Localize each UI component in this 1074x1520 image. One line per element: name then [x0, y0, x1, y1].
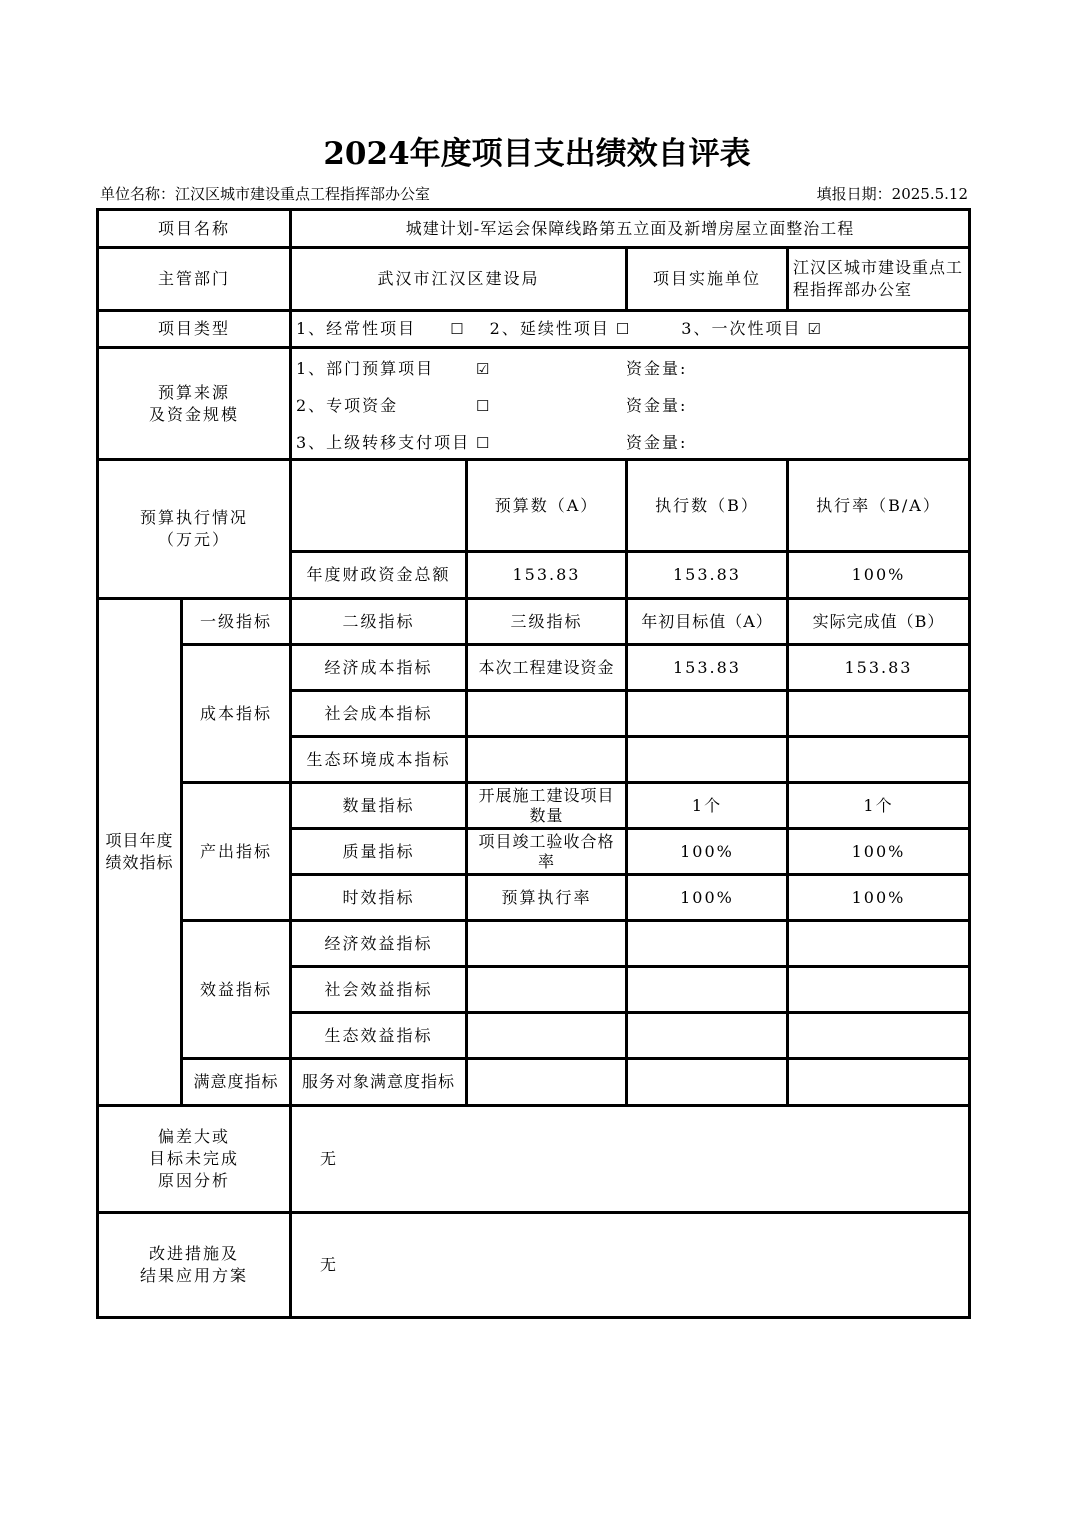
benefit-indicator-label: 效益指标: [199, 979, 272, 999]
project-name-label: 项目名称: [157, 218, 230, 238]
checkbox-icon[interactable]: ☐: [450, 320, 464, 338]
impl-unit-line2: 程指挥部办公室: [793, 280, 913, 299]
performance-table: [96, 208, 971, 1320]
level3-cell: [468, 738, 625, 781]
level2-cell: 质量指标: [342, 841, 415, 861]
rule: [968, 208, 971, 1319]
satisfaction-indicator-label: 满意度指标: [193, 1072, 279, 1091]
level3-cell: [468, 1060, 625, 1104]
budget-source-item: [292, 430, 968, 456]
level3-cell: 项目竣工验收合格率: [478, 831, 615, 871]
unit-name: 单位名称：江汉区城市建设重点工程指挥部办公室: [100, 185, 431, 203]
type-option-3: 3、一次性项目: [681, 319, 802, 338]
type-label: 项目类型: [157, 319, 230, 338]
deviation-value: 无: [320, 1149, 339, 1168]
improvement-label-line2: 结果应用方案: [139, 1266, 248, 1285]
col-budget-header: 预算数（A）: [494, 495, 599, 515]
deviation-label-line1: 偏差大或: [157, 1127, 230, 1146]
indicators-group-line2: 绩效指标: [105, 853, 174, 872]
col-rate-header: 执行率（B/A）: [816, 495, 941, 515]
target-cell: 1个: [691, 795, 723, 815]
checkbox-icon[interactable]: ☐: [476, 397, 490, 415]
target-cell: [628, 1014, 786, 1057]
indicators-group-line1: 项目年度: [105, 831, 174, 850]
level3-cell: [468, 968, 625, 1011]
dept-value: 武汉市江汉区建设局: [377, 269, 540, 288]
target-cell: [628, 692, 786, 735]
col-executed-header: 执行数（B）: [655, 495, 759, 515]
budget-source-item: [292, 393, 968, 419]
level2-cell: 数量指标: [342, 795, 415, 815]
level2-cell: 生态效益指标: [324, 1025, 433, 1045]
checked-checkbox-icon[interactable]: ☑: [807, 320, 821, 338]
level2-header: 二级指标: [342, 611, 415, 631]
level3-cell: 开展施工建设项目数量: [478, 785, 615, 825]
type-option-1: 1、经常性项目: [296, 319, 417, 338]
level2-cell: 经济效益指标: [324, 933, 433, 953]
fund-amount-label: 资金量:: [626, 433, 688, 452]
fund-amount-label: 资金量:: [626, 359, 688, 378]
improvement-label-line1: 改进措施及: [148, 1244, 239, 1263]
fill-date: 填报日期：2025.5.12: [816, 185, 968, 203]
level2-cell: 服务对象满意度指标: [301, 1072, 455, 1091]
target-header: 年初目标值（A）: [641, 611, 773, 631]
improvement-label: [99, 1214, 289, 1316]
fund-amount-label: 资金量:: [626, 396, 688, 415]
budget-source-label-line2: 及资金规模: [148, 404, 239, 424]
level2-cell: 经济成本指标: [324, 657, 433, 677]
level2-cell: 时效指标: [342, 887, 415, 907]
page-title: 2024年度项目支出绩效自评表: [323, 136, 751, 172]
actual-cell: [789, 922, 968, 965]
type-options: [292, 312, 968, 346]
budget-amount: 153.83: [512, 565, 581, 584]
level3-cell: 预算执行率: [501, 887, 592, 907]
level2-cell: 社会效益指标: [324, 979, 433, 999]
budget-source-name: 3、上级转移支付项目: [296, 433, 471, 452]
deviation-label-line3: 原因分析: [157, 1171, 230, 1190]
actual-cell: [789, 1060, 968, 1104]
deviation-label: [99, 1107, 289, 1211]
level3-header: 三级指标: [510, 611, 583, 631]
budget-source-label: [99, 349, 289, 458]
budget-source-label-line1: 预算来源: [157, 382, 230, 402]
actual-cell: 153.83: [844, 657, 913, 677]
target-cell: 153.83: [673, 657, 741, 677]
target-cell: [628, 922, 786, 965]
checkbox-icon[interactable]: ☐: [476, 434, 490, 452]
budget-source-name: 2、专项资金: [296, 396, 399, 415]
actual-cell: [789, 692, 968, 735]
target-cell: 100%: [680, 887, 734, 907]
deviation-label-line2: 目标未完成: [148, 1149, 239, 1168]
actual-cell: 100%: [851, 841, 906, 861]
actual-cell: 1个: [863, 795, 894, 815]
execution-label-line1: 预算执行情况: [139, 508, 248, 527]
level3-cell: [468, 922, 625, 965]
actual-cell: [789, 1014, 968, 1057]
type-option-2: 2、延续性项目: [489, 319, 610, 338]
execution-rate: 100%: [851, 565, 906, 584]
improvement-value: 无: [320, 1255, 339, 1274]
annual-fund-label: 年度财政资金总额: [306, 565, 451, 584]
rule: [96, 1316, 971, 1319]
level2-cell: 生态环境成本指标: [306, 749, 451, 769]
budget-source-item: [292, 356, 968, 382]
target-cell: [628, 738, 786, 781]
actual-cell: [789, 968, 968, 1011]
target-cell: [628, 1060, 786, 1104]
impl-unit-label: 项目实施单位: [652, 269, 761, 288]
level2-cell: 社会成本指标: [324, 703, 433, 723]
checkbox-icon[interactable]: ☐: [615, 320, 630, 338]
actual-header: 实际完成值（B）: [812, 611, 945, 631]
level3-cell: 本次工程建设资金: [478, 657, 615, 677]
impl-unit-line1: 江汉区城市建设重点工: [793, 258, 964, 277]
level3-cell: [468, 692, 625, 735]
impl-unit-value: [789, 249, 968, 309]
level1-header: 一级指标: [199, 611, 272, 631]
executed-amount: 153.83: [673, 565, 741, 584]
actual-cell: 100%: [851, 887, 906, 907]
output-indicator-label: 产出指标: [199, 841, 272, 861]
execution-label-line2: （万元）: [157, 530, 230, 549]
indicators-group-label: [99, 600, 180, 1104]
level3-cell: [468, 1014, 625, 1057]
target-cell: [628, 968, 786, 1011]
actual-cell: [789, 738, 968, 781]
project-name-value: 城建计划-军运会保障线路第五立面及新增房屋立面整治工程: [405, 218, 855, 238]
dept-label: 主管部门: [157, 269, 230, 288]
checked-checkbox-icon[interactable]: ☑: [476, 360, 490, 378]
target-cell: 100%: [680, 841, 734, 861]
budget-source-name: 1、部门预算项目: [296, 359, 435, 378]
execution-label: [99, 461, 289, 597]
cost-indicator-label: 成本指标: [199, 703, 272, 723]
